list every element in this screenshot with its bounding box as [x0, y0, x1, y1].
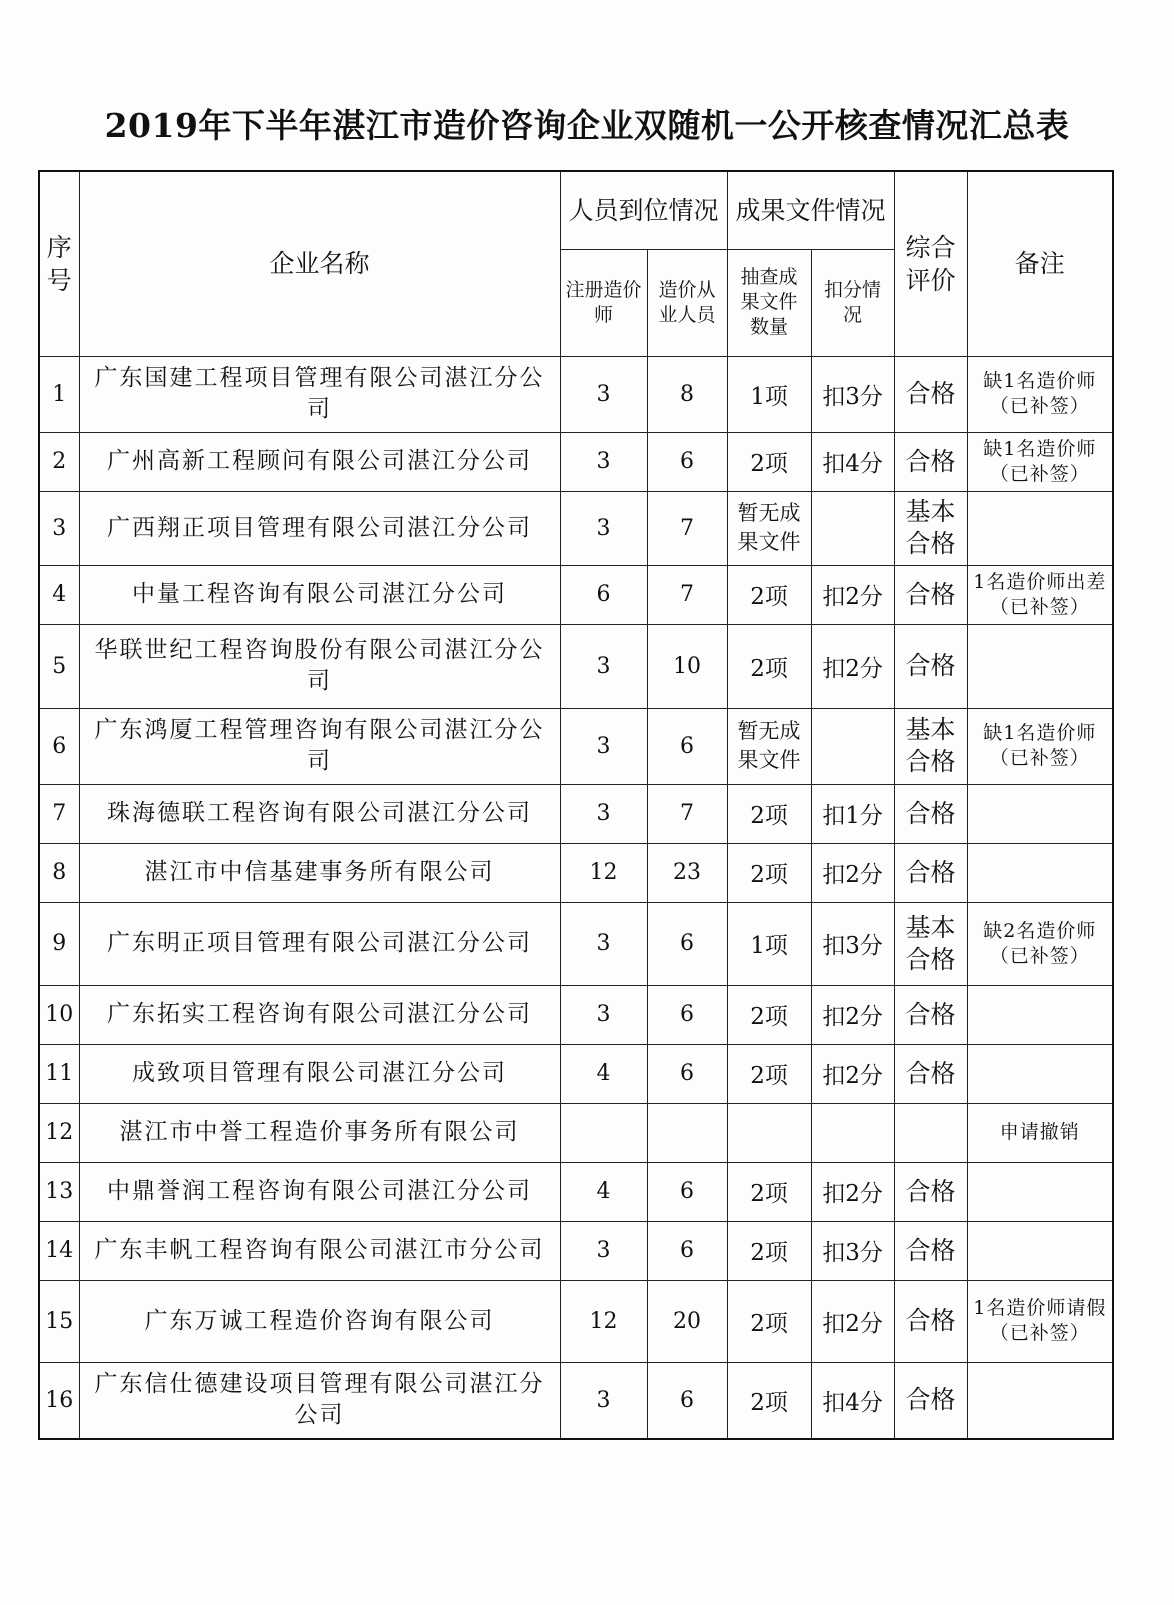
row-no: 5 — [39, 624, 79, 708]
header-registered-engineers: 注册造价师 — [560, 249, 647, 356]
file-count: 2项 — [727, 1221, 811, 1280]
remark: 申请撤销 — [967, 1103, 1113, 1162]
registered-count: 3 — [560, 491, 647, 565]
deduction: 扣3分 — [811, 356, 894, 432]
row-no: 16 — [39, 1362, 79, 1439]
row-no: 8 — [39, 843, 79, 902]
row-no: 1 — [39, 356, 79, 432]
remark: 缺1名造价师（已补签） — [967, 432, 1113, 491]
remark: 1名造价师请假（已补签） — [967, 1280, 1113, 1362]
deduction: 扣2分 — [811, 1162, 894, 1221]
remark — [967, 1362, 1113, 1439]
practitioner-count: 20 — [647, 1280, 727, 1362]
practitioner-count: 6 — [647, 985, 727, 1044]
row-no: 7 — [39, 784, 79, 843]
practitioner-count: 6 — [647, 1362, 727, 1439]
practitioner-count: 6 — [647, 1162, 727, 1221]
deduction: 扣2分 — [811, 1280, 894, 1362]
practitioner-count: 10 — [647, 624, 727, 708]
row-no: 12 — [39, 1103, 79, 1162]
registered-count: 3 — [560, 985, 647, 1044]
registered-count: 3 — [560, 432, 647, 491]
registered-count: 4 — [560, 1044, 647, 1103]
file-count: 2项 — [727, 1362, 811, 1439]
table-row — [39, 843, 1113, 902]
evaluation: 合格 — [894, 1280, 967, 1362]
deduction: 扣2分 — [811, 1044, 894, 1103]
registered-count: 3 — [560, 784, 647, 843]
table-row — [39, 708, 1113, 784]
evaluation: 基本合格 — [894, 902, 967, 985]
evaluation: 基本合格 — [894, 491, 967, 565]
company-name: 广东明正项目管理有限公司湛江分公司 — [79, 902, 560, 985]
table-row — [39, 1103, 1113, 1162]
header-no: 序号 — [39, 171, 79, 356]
deduction — [811, 708, 894, 784]
file-count: 2项 — [727, 1044, 811, 1103]
row-no: 14 — [39, 1221, 79, 1280]
header-result-group: 成果文件情况 — [727, 171, 894, 249]
registered-count: 3 — [560, 1362, 647, 1439]
company-name: 广东万诚工程造价咨询有限公司 — [79, 1280, 560, 1362]
remark: 缺1名造价师（已补签） — [967, 708, 1113, 784]
practitioner-count: 7 — [647, 491, 727, 565]
evaluation: 合格 — [894, 432, 967, 491]
practitioner-count: 8 — [647, 356, 727, 432]
page-title: 2019年下半年湛江市造价咨询企业双随机一公开核查情况汇总表 — [104, 106, 1070, 145]
file-count: 1项 — [727, 902, 811, 985]
header-staff-group: 人员到位情况 — [560, 171, 727, 249]
practitioner-count — [647, 1103, 727, 1162]
evaluation: 合格 — [894, 784, 967, 843]
row-no: 15 — [39, 1280, 79, 1362]
file-count: 2项 — [727, 565, 811, 624]
evaluation: 合格 — [894, 356, 967, 432]
evaluation: 合格 — [894, 843, 967, 902]
deduction — [811, 491, 894, 565]
registered-count: 6 — [560, 565, 647, 624]
file-count: 2项 — [727, 432, 811, 491]
deduction: 扣2分 — [811, 843, 894, 902]
evaluation: 合格 — [894, 624, 967, 708]
evaluation — [894, 1103, 967, 1162]
practitioner-count: 6 — [647, 1044, 727, 1103]
company-name: 广东鸿厦工程管理咨询有限公司湛江分公司 — [79, 708, 560, 784]
deduction: 扣2分 — [811, 985, 894, 1044]
file-count: 2项 — [727, 1280, 811, 1362]
deduction: 扣3分 — [811, 1221, 894, 1280]
table-row — [39, 1362, 1113, 1439]
practitioner-count: 6 — [647, 432, 727, 491]
header-evaluation: 综合评价 — [894, 171, 967, 356]
summary-table — [38, 170, 1114, 1440]
registered-count: 3 — [560, 1221, 647, 1280]
table-row — [39, 565, 1113, 624]
file-count: 2项 — [727, 784, 811, 843]
evaluation: 合格 — [894, 1044, 967, 1103]
file-count — [727, 1103, 811, 1162]
registered-count: 4 — [560, 1162, 647, 1221]
registered-count: 3 — [560, 708, 647, 784]
company-name: 华联世纪工程咨询股份有限公司湛江分公司 — [79, 624, 560, 708]
remark — [967, 491, 1113, 565]
row-no: 3 — [39, 491, 79, 565]
company-name: 广东拓实工程咨询有限公司湛江分公司 — [79, 985, 560, 1044]
header-company-name: 企业名称 — [79, 171, 560, 356]
remark: 缺1名造价师（已补签） — [967, 356, 1113, 432]
row-no: 4 — [39, 565, 79, 624]
deduction: 扣4分 — [811, 1362, 894, 1439]
file-count: 2项 — [727, 624, 811, 708]
evaluation: 合格 — [894, 565, 967, 624]
remark — [967, 784, 1113, 843]
file-count: 2项 — [727, 985, 811, 1044]
table-row — [39, 624, 1113, 708]
remark — [967, 1044, 1113, 1103]
row-no: 13 — [39, 1162, 79, 1221]
header-file-count: 抽查成果文件数量 — [727, 249, 811, 356]
practitioner-count: 23 — [647, 843, 727, 902]
company-name: 中量工程咨询有限公司湛江分公司 — [79, 565, 560, 624]
deduction: 扣3分 — [811, 902, 894, 985]
table-row — [39, 1221, 1113, 1280]
registered-count: 12 — [560, 1280, 647, 1362]
remark — [967, 1221, 1113, 1280]
deduction — [811, 1103, 894, 1162]
remark — [967, 843, 1113, 902]
company-name: 中鼎誉润工程咨询有限公司湛江分公司 — [79, 1162, 560, 1221]
header-remarks: 备注 — [967, 171, 1113, 356]
evaluation: 合格 — [894, 985, 967, 1044]
row-no: 2 — [39, 432, 79, 491]
table-row — [39, 1162, 1113, 1221]
company-name: 湛江市中信基建事务所有限公司 — [79, 843, 560, 902]
practitioner-count: 6 — [647, 902, 727, 985]
registered-count: 3 — [560, 902, 647, 985]
table-row — [39, 985, 1113, 1044]
table-body — [39, 356, 1113, 1439]
row-no: 11 — [39, 1044, 79, 1103]
evaluation: 合格 — [894, 1362, 967, 1439]
file-count: 暂无成果文件 — [727, 708, 811, 784]
company-name: 珠海德联工程咨询有限公司湛江分公司 — [79, 784, 560, 843]
registered-count: 3 — [560, 356, 647, 432]
table-row — [39, 491, 1113, 565]
registered-count — [560, 1103, 647, 1162]
evaluation: 合格 — [894, 1221, 967, 1280]
file-count: 1项 — [727, 356, 811, 432]
file-count: 暂无成果文件 — [727, 491, 811, 565]
remark — [967, 985, 1113, 1044]
practitioner-count: 6 — [647, 708, 727, 784]
practitioner-count: 7 — [647, 565, 727, 624]
deduction: 扣2分 — [811, 624, 894, 708]
evaluation: 基本合格 — [894, 708, 967, 784]
header-deduction: 扣分情况 — [811, 249, 894, 356]
company-name: 广东国建工程项目管理有限公司湛江分公司 — [79, 356, 560, 432]
company-name: 广州高新工程顾问有限公司湛江分公司 — [79, 432, 560, 491]
company-name: 广东信仕德建设项目管理有限公司湛江分公司 — [79, 1362, 560, 1439]
practitioner-count: 7 — [647, 784, 727, 843]
table-row — [39, 1044, 1113, 1103]
company-name: 成致项目管理有限公司湛江分公司 — [79, 1044, 560, 1103]
file-count: 2项 — [727, 843, 811, 902]
company-name: 广西翔正项目管理有限公司湛江分公司 — [79, 491, 560, 565]
table-row — [39, 432, 1113, 491]
remark — [967, 1162, 1113, 1221]
file-count: 2项 — [727, 1162, 811, 1221]
remark: 缺2名造价师（已补签） — [967, 902, 1113, 985]
row-no: 6 — [39, 708, 79, 784]
evaluation: 合格 — [894, 1162, 967, 1221]
deduction: 扣4分 — [811, 432, 894, 491]
company-name: 广东丰帆工程咨询有限公司湛江市分公司 — [79, 1221, 560, 1280]
registered-count: 12 — [560, 843, 647, 902]
header-practitioners: 造价从业人员 — [647, 249, 727, 356]
deduction: 扣2分 — [811, 565, 894, 624]
company-name: 湛江市中誉工程造价事务所有限公司 — [79, 1103, 560, 1162]
table-row — [39, 356, 1113, 432]
table-row — [39, 784, 1113, 843]
registered-count: 3 — [560, 624, 647, 708]
row-no: 9 — [39, 902, 79, 985]
practitioner-count: 6 — [647, 1221, 727, 1280]
remark: 1名造价师出差（已补签） — [967, 565, 1113, 624]
row-no: 10 — [39, 985, 79, 1044]
deduction: 扣1分 — [811, 784, 894, 843]
remark — [967, 624, 1113, 708]
table-row — [39, 1280, 1113, 1362]
table-row — [39, 902, 1113, 985]
